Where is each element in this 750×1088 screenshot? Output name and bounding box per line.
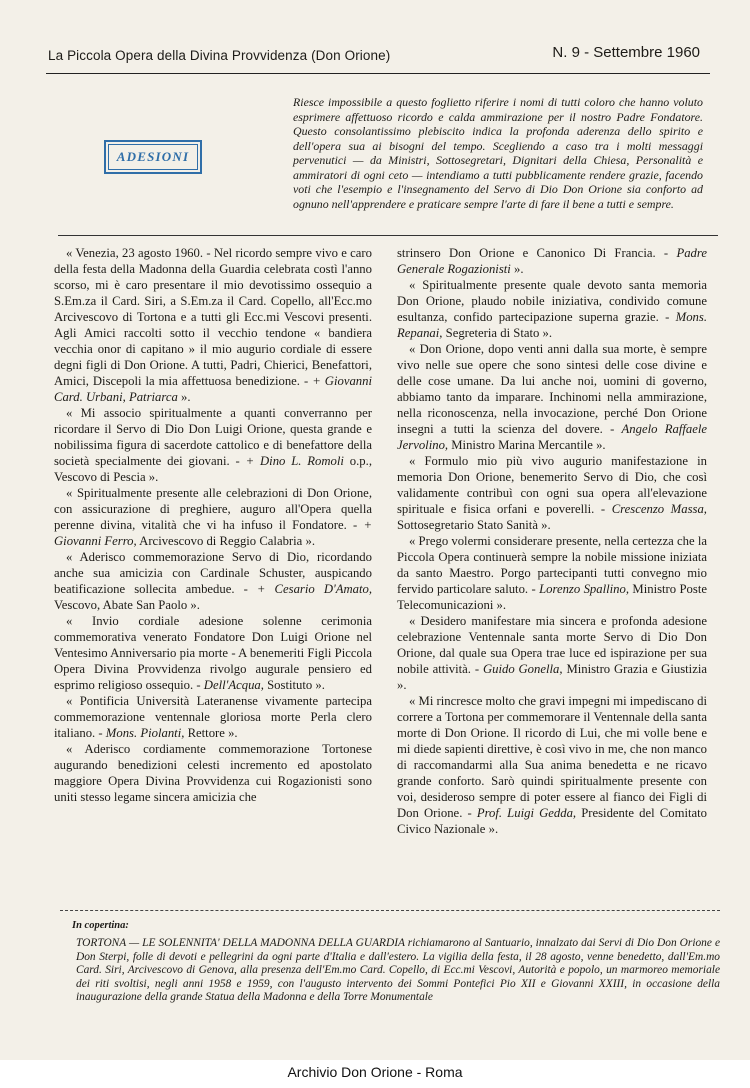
message-role: Arcivescovo di Reggio Calabria ».	[136, 534, 315, 548]
message-role: ».	[510, 262, 524, 276]
message-signature: + Giovanni Card. Urbani, Patriarca	[54, 374, 373, 404]
message-paragraph	[54, 741, 372, 805]
message-paragraph	[54, 693, 372, 741]
message-role: Rettore ».	[184, 726, 238, 740]
publication-title: La Piccola Opera della Divina Provvidenza (Don Orione)	[48, 48, 391, 63]
message-signature: Dell'Acqua,	[203, 678, 264, 692]
message-signature: Mons. Repanai,	[397, 310, 707, 340]
message-role: Ministro Poste Telecomunicazioni ».	[397, 582, 707, 612]
message-paragraph	[54, 405, 372, 485]
message-text: « Don Orione, dopo venti anni dalla sua morte, è sempre vivo nelle sue opere che sono sintesi delle cose divine e delle cose umane. Da lui anche noi, uomini di governo, abbiamo tanto da imparare. Inchinomi nella ammirazione, nella riconoscenza, nella invocazione, perché Don Orione insegni a tutti la scienza del dovere. -	[397, 342, 707, 436]
message-signature: Guido Gonella,	[482, 662, 563, 676]
right-column	[397, 245, 707, 837]
message-paragraph	[54, 613, 372, 693]
message-role: Sottosegretario Stato Sanità ».	[397, 518, 551, 532]
cover-divider	[60, 910, 720, 911]
message-role: Sostituto ».	[263, 678, 325, 692]
message-text: « Formulo mio più vivo augurio manifestazione in memoria Don Orione, benemerito Servo di Dio, che così validamente contribuì con ogni sua opera all'elevazione spirituale e fisica orfani e poverelli. -	[397, 454, 707, 516]
message-text: « Spiritualmente presente quale devoto santa memoria Don Orione, plaudo nobile iniziativa, condivido comune esultanza, confido partecipazione superna grazie. -	[397, 278, 707, 324]
issue-number: N. 9 - Settembre 1960	[552, 44, 700, 61]
message-paragraph	[54, 485, 372, 549]
message-paragraph	[397, 453, 707, 533]
message-signature: + Cesario D'Amato,	[256, 582, 372, 596]
page-header	[48, 42, 700, 68]
message-signature: Padre Generale Rogazionisti	[397, 246, 707, 276]
message-text: « Prego volermi considerare presente, nella certezza che la Piccola Opera continuerà sempre la nobile missione iniziata da santo Maestro. Porgo partecipanti tutti convegno mio fervido particolare saluto. -	[397, 534, 707, 596]
message-signature: Angelo Raffaele Jervolino,	[397, 422, 707, 452]
cover-label: In copertina:	[72, 920, 129, 931]
message-paragraph	[397, 277, 707, 341]
cover-caption: TORTONA — LE SOLENNITA' DELLA MADONNA DELLA GUARDIA richiamarono al Santuario, innalzato dai Servi di Dio Don Orione e Don Sterpi, folle di devoti e pellegrini da ogni parte d'Italia e dall'estero. La vigilia della festa, il 28 agosto, venne benedetto, dall'Em.mo Card. Siri, Arcivescovo di Genova, alla presenza dell'Em.mo Card. Copello, di Ecc.mi Vescovi, Autorità e popolo, un marmoreo memoriale dei riti svoltisi, negli anni 1958 e 1959, con l'augusto intervento dei Sommi Pontefici Pio XII e Giovanni XXIII, in occasione della inaugurazione della grande Statua della Madonna e della Torre Monumentale	[76, 937, 720, 1004]
message-text: « Pontificia Università Lateranense vivamente partecipa commemorazione ventennale gloriosa morte Perla clero italiano. -	[54, 694, 372, 740]
message-signature: + Dino L. Romoli	[245, 454, 344, 468]
message-text: strinsero Don Orione e Canonico Di Francia. -	[397, 246, 677, 260]
intro-paragraph: Riesce impossibile a questo foglietto riferire i nomi di tutti coloro che hanno voluto esprimere affettuoso ricordo e calda ammirazione per il nostro Padre Fondatore. Questo consolantissimo plebiscito indica la profonda aderenza dello spirito e dell'opera sua ai bisogni del tempo. Scegliendo a caso tra i molti messaggi pervenutici — da Ministri, Sottosegretari, Dignitari della Chiesa, Personalità e ammiratori di ogni ceto — intendiamo a tutti pubblicamente rendere grazie, facendo voti che l'esempio e l'insegnamento del Servo di Dio Don Orione sia conforto ad ognuno nell'apprendere e praticare sempre l'arte di fare il bene a tutti e sempre.	[293, 95, 703, 211]
message-text: « Aderisco commemorazione Servo di Dio, ricordando anche sua amicizia con Cardinale Schuster, auspicando beatificazione sollecita ambedue. -	[54, 550, 372, 596]
message-role: Presidente del Comitato Civico Nazionale ».	[397, 806, 707, 836]
message-role: Segreteria di Stato ».	[442, 326, 553, 340]
section-badge-label: ADESIONI	[108, 144, 198, 170]
message-paragraph	[397, 245, 707, 277]
section-badge	[104, 140, 202, 174]
message-signature: + Giovanni Ferro,	[54, 518, 372, 548]
message-paragraph	[397, 533, 707, 613]
message-paragraph	[54, 549, 372, 613]
message-signature: Mons. Piolanti,	[105, 726, 185, 740]
left-column	[54, 245, 372, 805]
message-text: « Spiritualmente presente alle celebrazioni di Don Orione, con assicurazione di preghiere, auguro all'Opera quella perenne divina, vitalità che vi ha infuso il Fondatore. -	[54, 486, 372, 532]
archive-footer: Archivio Don Orione - Roma	[0, 1060, 750, 1088]
message-text: « Desidero manifestare mia sincera e profonda adesione celebrazione Ventennale santa morte Servo di Dio Don Orione, dal quale sua Opera trae luce ed ispirazione per sua nobile attività. -	[397, 614, 707, 676]
message-text: « Invio cordiale adesione solenne cerimonia commemorativa venerato Fondatore Don Luigi Orione nel Ventesimo Anniversario pia morte - A benemeriti Figli Piccola Opera Divina Provvidenza rivolgo augurale pensiero ed esprimo religioso ossequio. -	[54, 614, 372, 692]
message-role: Ministro Grazia e Giustizia ».	[397, 662, 707, 692]
message-text: « Aderisco cordiamente commemorazione Tortonese augurando benedizioni celesti incremento ed apostolato maggiore Opera Divina Provvidenza cui Rogazionisti sono uniti stesso legame sincera amicizia che	[54, 742, 372, 804]
message-text: « Mi associo spiritualmente a quanti converranno per ricordare il Servo di Dio Don Luigi Orione, questa grande e nobilissima figura di sacerdote cattolico e di benefattore della società specialmente dei giovani. -	[54, 406, 372, 468]
message-text: « Mi rincresce molto che gravi impegni mi impediscano di correre a Tortona per commemorare il Ventennale della santa morte di Don Orione. Il ricordo di Lui, che mi volle bene e mi diede sapienti direttive, è così vivo in me, che non manco di raccomandarmi alla Sua anima benedetta e ne ricavo grande conforto. Sarò quindi spiritualmente presente con voi, desideroso sempre di poter essere al fianco dei Figli di Don Orione. -	[397, 694, 707, 820]
message-signature: Crescenzo Massa,	[611, 502, 707, 516]
message-role: o.p., Vescovo di Pescia ».	[54, 454, 372, 484]
message-paragraph	[54, 245, 372, 405]
message-role: ».	[177, 390, 191, 404]
message-role: Vescovo, Abate San Paolo ».	[54, 598, 200, 612]
message-signature: Lorenzo Spallino,	[539, 582, 630, 596]
message-paragraph	[397, 341, 707, 453]
message-signature: Prof. Luigi Gedda,	[476, 806, 577, 820]
message-paragraph	[397, 693, 707, 837]
header-divider	[46, 73, 710, 74]
message-role: Ministro Marina Mercantile ».	[448, 438, 606, 452]
message-text: « Venezia, 23 agosto 1960. - Nel ricordo sempre vivo e caro della festa della Madonna della Guardia celebrata costì l'anno scorso, mi è caro presentare il mio devotissimo ossequio a S.Em.za il Card. Siri, a S.Em.za il Card. Copello, all'Ecc.mo Arcivescovo di Tortona e a tutti gli Ecc.mi Vescovi presenti. Agli Amici raccolti sotto il vecchio tendone « bandiera vecchia onor di capitano » il mio augurio cordiale di essere degni figli di Don Orione. A tutti, Padri, Chierici, Benefattori, Amici, Discepoli la mia affettuosa benedizione. -	[54, 246, 372, 388]
message-paragraph	[397, 613, 707, 693]
intro-divider	[58, 235, 718, 236]
